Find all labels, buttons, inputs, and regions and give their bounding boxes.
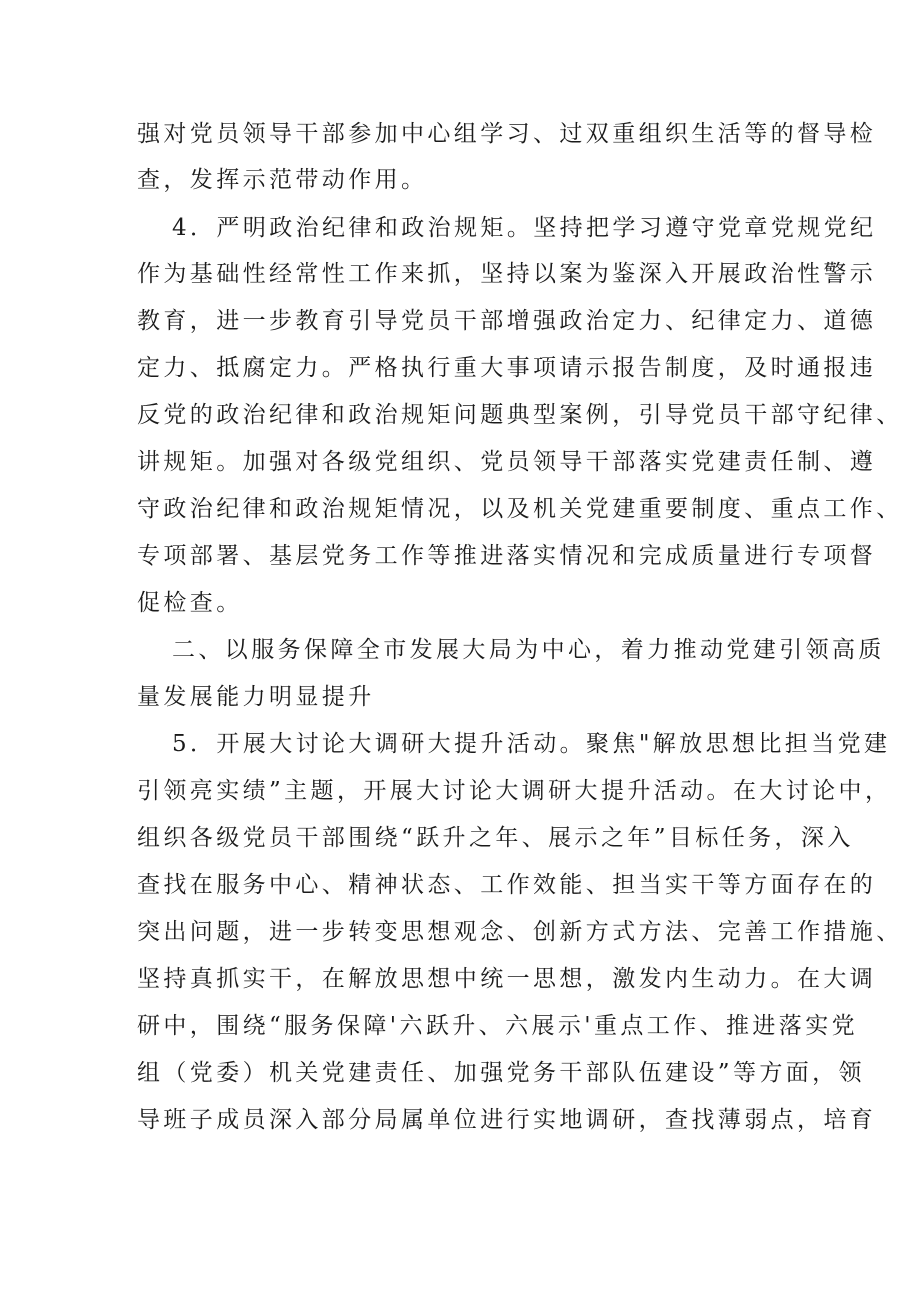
text-line: 教育，进一步教育引导党员干部增强政治定力、纪律定力、道德 (137, 308, 877, 334)
text-line: 导班子成员深入部分局属单位进行实地调研，查找薄弱点，培育 (137, 1107, 877, 1133)
text-line: 引领亮实绩”主题，开展大讨论大调研大提升活动。在大讨论中， (137, 778, 892, 804)
text-line: 组织各级党员干部围绕“跃升之年、展示之年”目标任务，深入 (137, 825, 854, 851)
text-line: 反党的政治纪律和政治规矩问题典型案例，引导党员干部守纪律、 (137, 402, 903, 428)
section-heading-line: 量发展能力明显提升 (137, 684, 375, 710)
text-line: 专项部署、基层党务工作等推进落实情况和完成质量进行专项督 (137, 543, 877, 569)
text-line: 组（党委）机关党建责任、加强党务干部队伍建设”等方面，领 (137, 1060, 865, 1086)
text-line: 讲规矩。加强对各级党组织、党员领导干部落实党建责任制、遵 (137, 449, 877, 475)
text-line: 定力、抵腐定力。严格执行重大事项请示报告制度，及时通报违 (137, 355, 877, 381)
text-line: 促检查。 (137, 590, 243, 616)
text-line: 强对党员领导干部参加中心组学习、过双重组织生活等的督导检 (137, 121, 877, 147)
text-line: 突出问题，进一步转变思想观念、创新方式方法、完善工作措施、 (137, 919, 903, 945)
text-line: 4．严明政治纪律和政治规矩。坚持把学习遵守党章党规党纪 (172, 215, 877, 241)
text-line: 查找在服务中心、精神状态、工作效能、担当实干等方面存在的 (137, 872, 877, 898)
section-heading-line: 二、以服务保障全市发展大局为中心，着力推动党建引领高质 (172, 637, 885, 663)
text-line: 5．开展大讨论大调研大提升活动。聚焦"解放思想比担当党建 (172, 731, 891, 757)
text-line: 查，发挥示范带动作用。 (137, 167, 428, 193)
text-line: 守政治纪律和政治规矩情况，以及机关党建重要制度、重点工作、 (137, 496, 903, 522)
text-line: 坚持真抓实干，在解放思想中统一思想，激发内生动力。在大调 (137, 966, 877, 992)
text-line: 研中，围绕“服务保障'六跃升、六展示'重点工作、推进落实党 (137, 1013, 859, 1039)
text-line: 作为基础性经常性工作来抓，坚持以案为鉴深入开展政治性警示 (137, 261, 877, 287)
